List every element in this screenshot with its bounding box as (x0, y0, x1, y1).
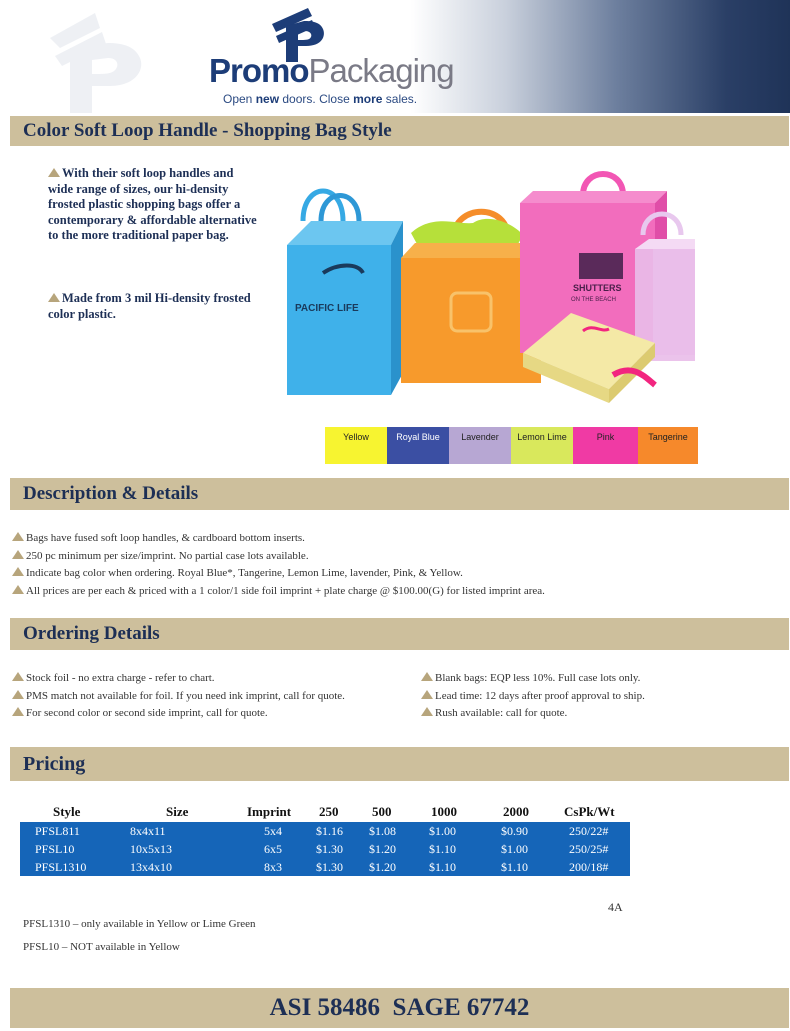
ordering-list-right (421, 670, 781, 723)
tagline-new: new (255, 92, 280, 106)
tagline-part-3: sales. (382, 92, 418, 106)
cell-500: $1.20 (369, 860, 396, 874)
bullet-triangle-icon (12, 567, 24, 576)
ordering-item: Blank bags: EQP less 10%. Full case lots only. (435, 672, 641, 684)
list-item (12, 670, 412, 688)
color-swatches (325, 427, 698, 464)
swatch-label: Lavender (461, 432, 499, 442)
list-item (12, 565, 782, 583)
ordering-item: Lead time: 12 days after proof approval to ship. (435, 689, 645, 702)
bullet-triangle-icon (12, 532, 24, 541)
bullet-triangle-icon (421, 707, 433, 716)
intro-bullet-2 (48, 291, 258, 322)
cell-cspk-wt: 200/18# (569, 860, 609, 874)
header-size: Size (166, 804, 189, 819)
ordering-heading: Ordering Details (23, 623, 160, 644)
cell-1000: $1.10 (429, 860, 456, 874)
description-list (12, 530, 782, 600)
cell-2000: $1.10 (501, 860, 528, 874)
list-item (12, 688, 412, 706)
description-item-4: All prices are per each & priced with a 1 color/1 side foil imprint + plate charge @ $100.00(G) for listed imprint area. (26, 584, 545, 597)
cell-cspk-wt: 250/22# (569, 824, 609, 838)
tagline-more: more (353, 92, 383, 106)
bullet-triangle-icon (12, 585, 24, 594)
swatch-lemon-lime (511, 427, 573, 464)
description-bar (10, 478, 789, 510)
header-style: Style (53, 804, 81, 819)
pricing-bar (10, 747, 789, 781)
swatch-label: Yellow (343, 432, 369, 442)
cell-style: PFSL10 (35, 842, 75, 856)
header-2000: 2000 (503, 804, 529, 819)
cell-cspk-wt: 250/25# (569, 842, 609, 856)
list-item (12, 705, 412, 723)
tagline-part-1: Open (223, 92, 256, 106)
header-1000: 1000 (431, 804, 457, 819)
title-bar (10, 116, 789, 146)
cell-imprint: 8x3 (264, 860, 282, 874)
bullet-triangle-icon (12, 672, 24, 681)
cell-size: 8x4x11 (130, 824, 166, 838)
ordering-list-left (12, 670, 412, 723)
cell-size: 13x4x10 (130, 860, 172, 874)
brand-promo: Promo (209, 52, 309, 89)
brand-packaging: Packaging (308, 52, 454, 89)
intro-text-1: With their soft loop handles and wide range of sizes, our hi-density frosted plastic shopping bags offer a contemporary & affordable alternative to the more traditional paper bag. (48, 166, 257, 242)
cell-2000: $1.00 (501, 842, 528, 856)
cell-style: PFSL1310 (35, 860, 87, 874)
bullet-triangle-icon (12, 690, 24, 699)
bullet-triangle-icon (421, 672, 433, 681)
bullet-triangle-icon (12, 550, 24, 559)
table-row (20, 858, 630, 876)
swatch-label: Tangerine (648, 432, 688, 442)
header-250: 250 (319, 804, 339, 819)
description-item-1: Bags have fused soft loop handles, & cardboard bottom inserts. (26, 532, 305, 544)
header-imprint: Imprint (247, 804, 292, 819)
cell-500: $1.08 (369, 824, 396, 838)
description-item-2: 250 pc minimum per size/imprint. No partial case lots available. (26, 549, 309, 562)
swatch-pink (573, 427, 638, 464)
cell-style: PFSL811 (35, 824, 80, 838)
cell-imprint: 6x5 (264, 842, 282, 856)
swatch-label: Royal Blue (396, 432, 440, 442)
list-item (12, 548, 782, 566)
cell-size: 10x5x13 (130, 842, 172, 856)
pricing-heading: Pricing (23, 753, 86, 775)
list-item (12, 583, 782, 601)
intro-bullet-1 (48, 166, 258, 244)
swatch-lavender (449, 427, 511, 464)
cell-1000: $1.00 (429, 824, 456, 838)
cell-2000: $0.90 (501, 824, 528, 838)
list-item (421, 670, 781, 688)
brand-name (209, 52, 454, 90)
cell-1000: $1.10 (429, 842, 456, 856)
bullet-triangle-icon (12, 707, 24, 716)
tagline-part-2: doors. Close (279, 92, 354, 106)
blue-bag (287, 191, 403, 395)
product-code: 4A (608, 900, 623, 914)
ordering-item: PMS match not available for foil. If you need ink imprint, call for quote. (26, 689, 345, 702)
swatch-tangerine (638, 427, 698, 464)
swatch-yellow (325, 427, 387, 464)
pricing-table (20, 803, 630, 876)
cell-250: $1.30 (316, 842, 343, 856)
pricing-header-row (20, 803, 630, 822)
asi-sage-bar (10, 988, 789, 1028)
swatch-royal-blue (387, 427, 449, 464)
pink-bag-sub-print: ON THE BEACH (571, 297, 616, 303)
blue-bag-print: PACIFIC LIFE (295, 303, 359, 314)
ordering-item: Rush available: call for quote. (435, 707, 568, 719)
ordering-item: Stock foil - no extra charge - refer to chart. (26, 672, 215, 684)
list-item (12, 530, 782, 548)
ordering-item: For second color or second side imprint, call for quote. (26, 707, 268, 719)
cell-250: $1.16 (316, 824, 343, 838)
pink-bag-print: SHUTTERS (573, 283, 622, 293)
swatch-label: Pink (596, 432, 615, 442)
availability-note-1: PFSL1310 – only available in Yellow or Lime Green (23, 918, 256, 930)
description-heading: Description & Details (23, 483, 199, 504)
brand-tagline (223, 92, 417, 106)
cell-250: $1.30 (316, 860, 343, 874)
page-header (0, 0, 790, 113)
cell-imprint: 5x4 (264, 824, 282, 838)
shopping-bags-photo (283, 163, 695, 413)
bullet-triangle-icon (421, 690, 433, 699)
watermark-p-logo (40, 8, 150, 113)
intro-text-2: Made from 3 mil Hi-density frosted color plastic. (48, 291, 251, 321)
swatch-label: Lemon Lime (517, 432, 567, 442)
header-cspk-wt: CsPk/Wt (564, 804, 615, 819)
table-row (20, 822, 630, 840)
ordering-bar (10, 618, 789, 650)
asi-sage-numbers: ASI 58486 SAGE 67742 (269, 994, 530, 1021)
availability-note-2: PFSL10 – NOT available in Yellow (23, 941, 180, 953)
cell-500: $1.20 (369, 842, 396, 856)
list-item (421, 705, 781, 723)
description-item-3: Indicate bag color when ordering. Royal Blue*, Tangerine, Lemon Lime, lavender, Pink, & Yellow. (26, 567, 463, 579)
list-item (421, 688, 781, 706)
bullet-triangle-icon (48, 168, 60, 177)
table-row (20, 840, 630, 858)
page-title: Color Soft Loop Handle - Shopping Bag Style (23, 120, 392, 141)
bullet-triangle-icon (48, 293, 60, 302)
header-500: 500 (372, 804, 392, 819)
